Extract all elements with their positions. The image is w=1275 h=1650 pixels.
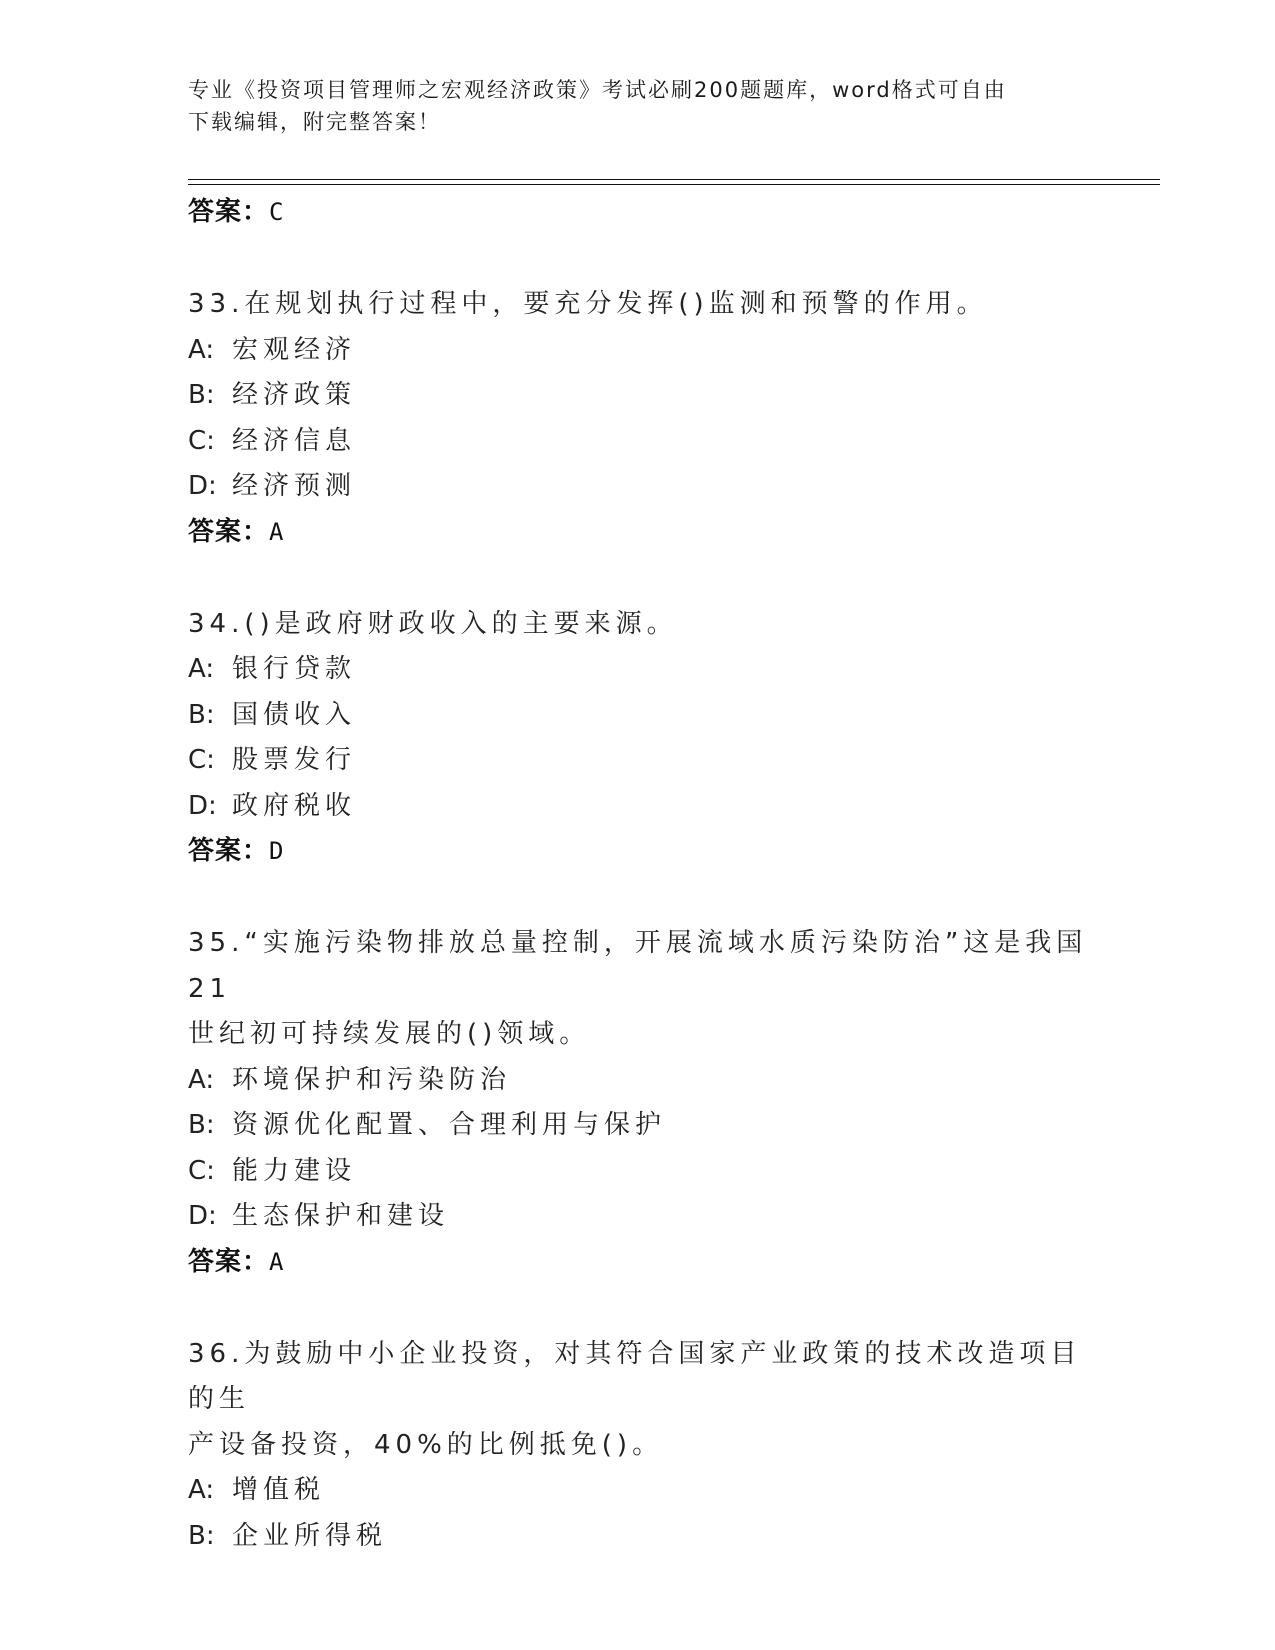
option-key: A: <box>188 1064 215 1095</box>
answer-option <box>188 1103 1108 1149</box>
option-key: B: <box>188 380 215 410</box>
answer-line <box>188 829 1108 873</box>
question-stem: 33.在规划执行过程中，要充分发挥()监测和预警的作用。 <box>188 289 988 319</box>
answer-option <box>188 373 1108 419</box>
question-stem: 产设备投资，40%的比例抵免()。 <box>188 1429 664 1460</box>
option-text: 宏观经济 <box>232 334 357 365</box>
option-key: A: <box>188 1475 215 1505</box>
answer-label: 答案： <box>188 836 270 866</box>
option-text: 股票发行 <box>232 745 357 775</box>
answer-option <box>188 1149 1108 1195</box>
answer-option <box>188 1058 1108 1104</box>
answer-value: D <box>269 837 285 865</box>
answer-option <box>188 784 1108 830</box>
option-text: 环境保护和污染防治 <box>232 1064 512 1095</box>
option-key: C: <box>188 745 215 775</box>
answer-option <box>188 738 1108 784</box>
answer-value: C <box>269 198 285 226</box>
question-stem: 34.()是政府财政收入的主要来源。 <box>188 608 678 639</box>
answer-option <box>188 1514 1108 1560</box>
answer-option <box>188 693 1108 739</box>
answer-option <box>188 1194 1108 1240</box>
answer-option <box>188 328 1108 374</box>
option-text: 国债收入 <box>232 699 357 730</box>
answer-option <box>188 419 1108 465</box>
option-key: C: <box>188 425 215 456</box>
option-text: 能力建设 <box>232 1155 357 1186</box>
answer-line <box>188 190 1108 234</box>
question-block <box>188 921 1108 1284</box>
question-block <box>188 602 1108 874</box>
question-stem: 36.为鼓励中小企业投资，对其符合国家产业政策的技术改造项目的生 <box>188 1338 1082 1414</box>
header-line-2: 下载编辑，附完整答案！ <box>188 110 441 134</box>
header-line-1: 专业《投资项目管理师之宏观经济政策》考试必刷200题题库，word格式可自由 <box>188 78 1007 102</box>
option-text: 生态保护和建设 <box>232 1201 450 1231</box>
header-divider-bottom <box>188 184 1160 185</box>
answer-line <box>188 510 1108 554</box>
option-text: 经济预测 <box>232 471 357 501</box>
option-key: C: <box>188 1155 215 1186</box>
question-spacer <box>188 554 1108 602</box>
answer-label: 答案： <box>188 197 270 227</box>
answer-label: 答案： <box>188 516 270 547</box>
option-text: 经济信息 <box>232 425 357 456</box>
option-text: 经济政策 <box>232 380 357 410</box>
header-divider-top <box>188 179 1160 180</box>
option-text: 增值税 <box>232 1475 326 1505</box>
option-key: D: <box>188 471 217 501</box>
option-key: B: <box>188 1520 215 1551</box>
answer-option <box>188 647 1108 693</box>
answer-option <box>188 464 1108 510</box>
question-stem: 世纪初可持续发展的()领域。 <box>188 1019 591 1049</box>
question-spacer <box>188 234 1108 282</box>
question-list <box>188 190 1108 1559</box>
document-header <box>188 74 1088 138</box>
answer-label: 答案： <box>188 1246 270 1277</box>
option-key: B: <box>188 1110 215 1140</box>
answer-value: A <box>269 517 285 546</box>
option-key: A: <box>188 334 215 365</box>
answer-value: A <box>269 1247 285 1276</box>
question-stem: 35.“实施污染物排放总量控制，开展流域水质污染防治”这是我国21 <box>188 928 1088 1004</box>
option-key: B: <box>188 699 215 730</box>
option-text: 银行贷款 <box>232 654 357 684</box>
answer-line <box>188 1240 1108 1284</box>
question-block <box>188 282 1108 554</box>
question-spacer <box>188 873 1108 921</box>
option-key: A: <box>188 654 215 684</box>
option-key: D: <box>188 790 217 821</box>
question-spacer <box>188 1284 1108 1332</box>
option-text: 企业所得税 <box>232 1520 388 1551</box>
option-key: D: <box>188 1201 217 1231</box>
option-text: 资源优化配置、合理利用与保护 <box>232 1110 667 1140</box>
question-block <box>188 1332 1108 1560</box>
answer-option <box>188 1468 1108 1514</box>
option-text: 政府税收 <box>232 790 357 821</box>
